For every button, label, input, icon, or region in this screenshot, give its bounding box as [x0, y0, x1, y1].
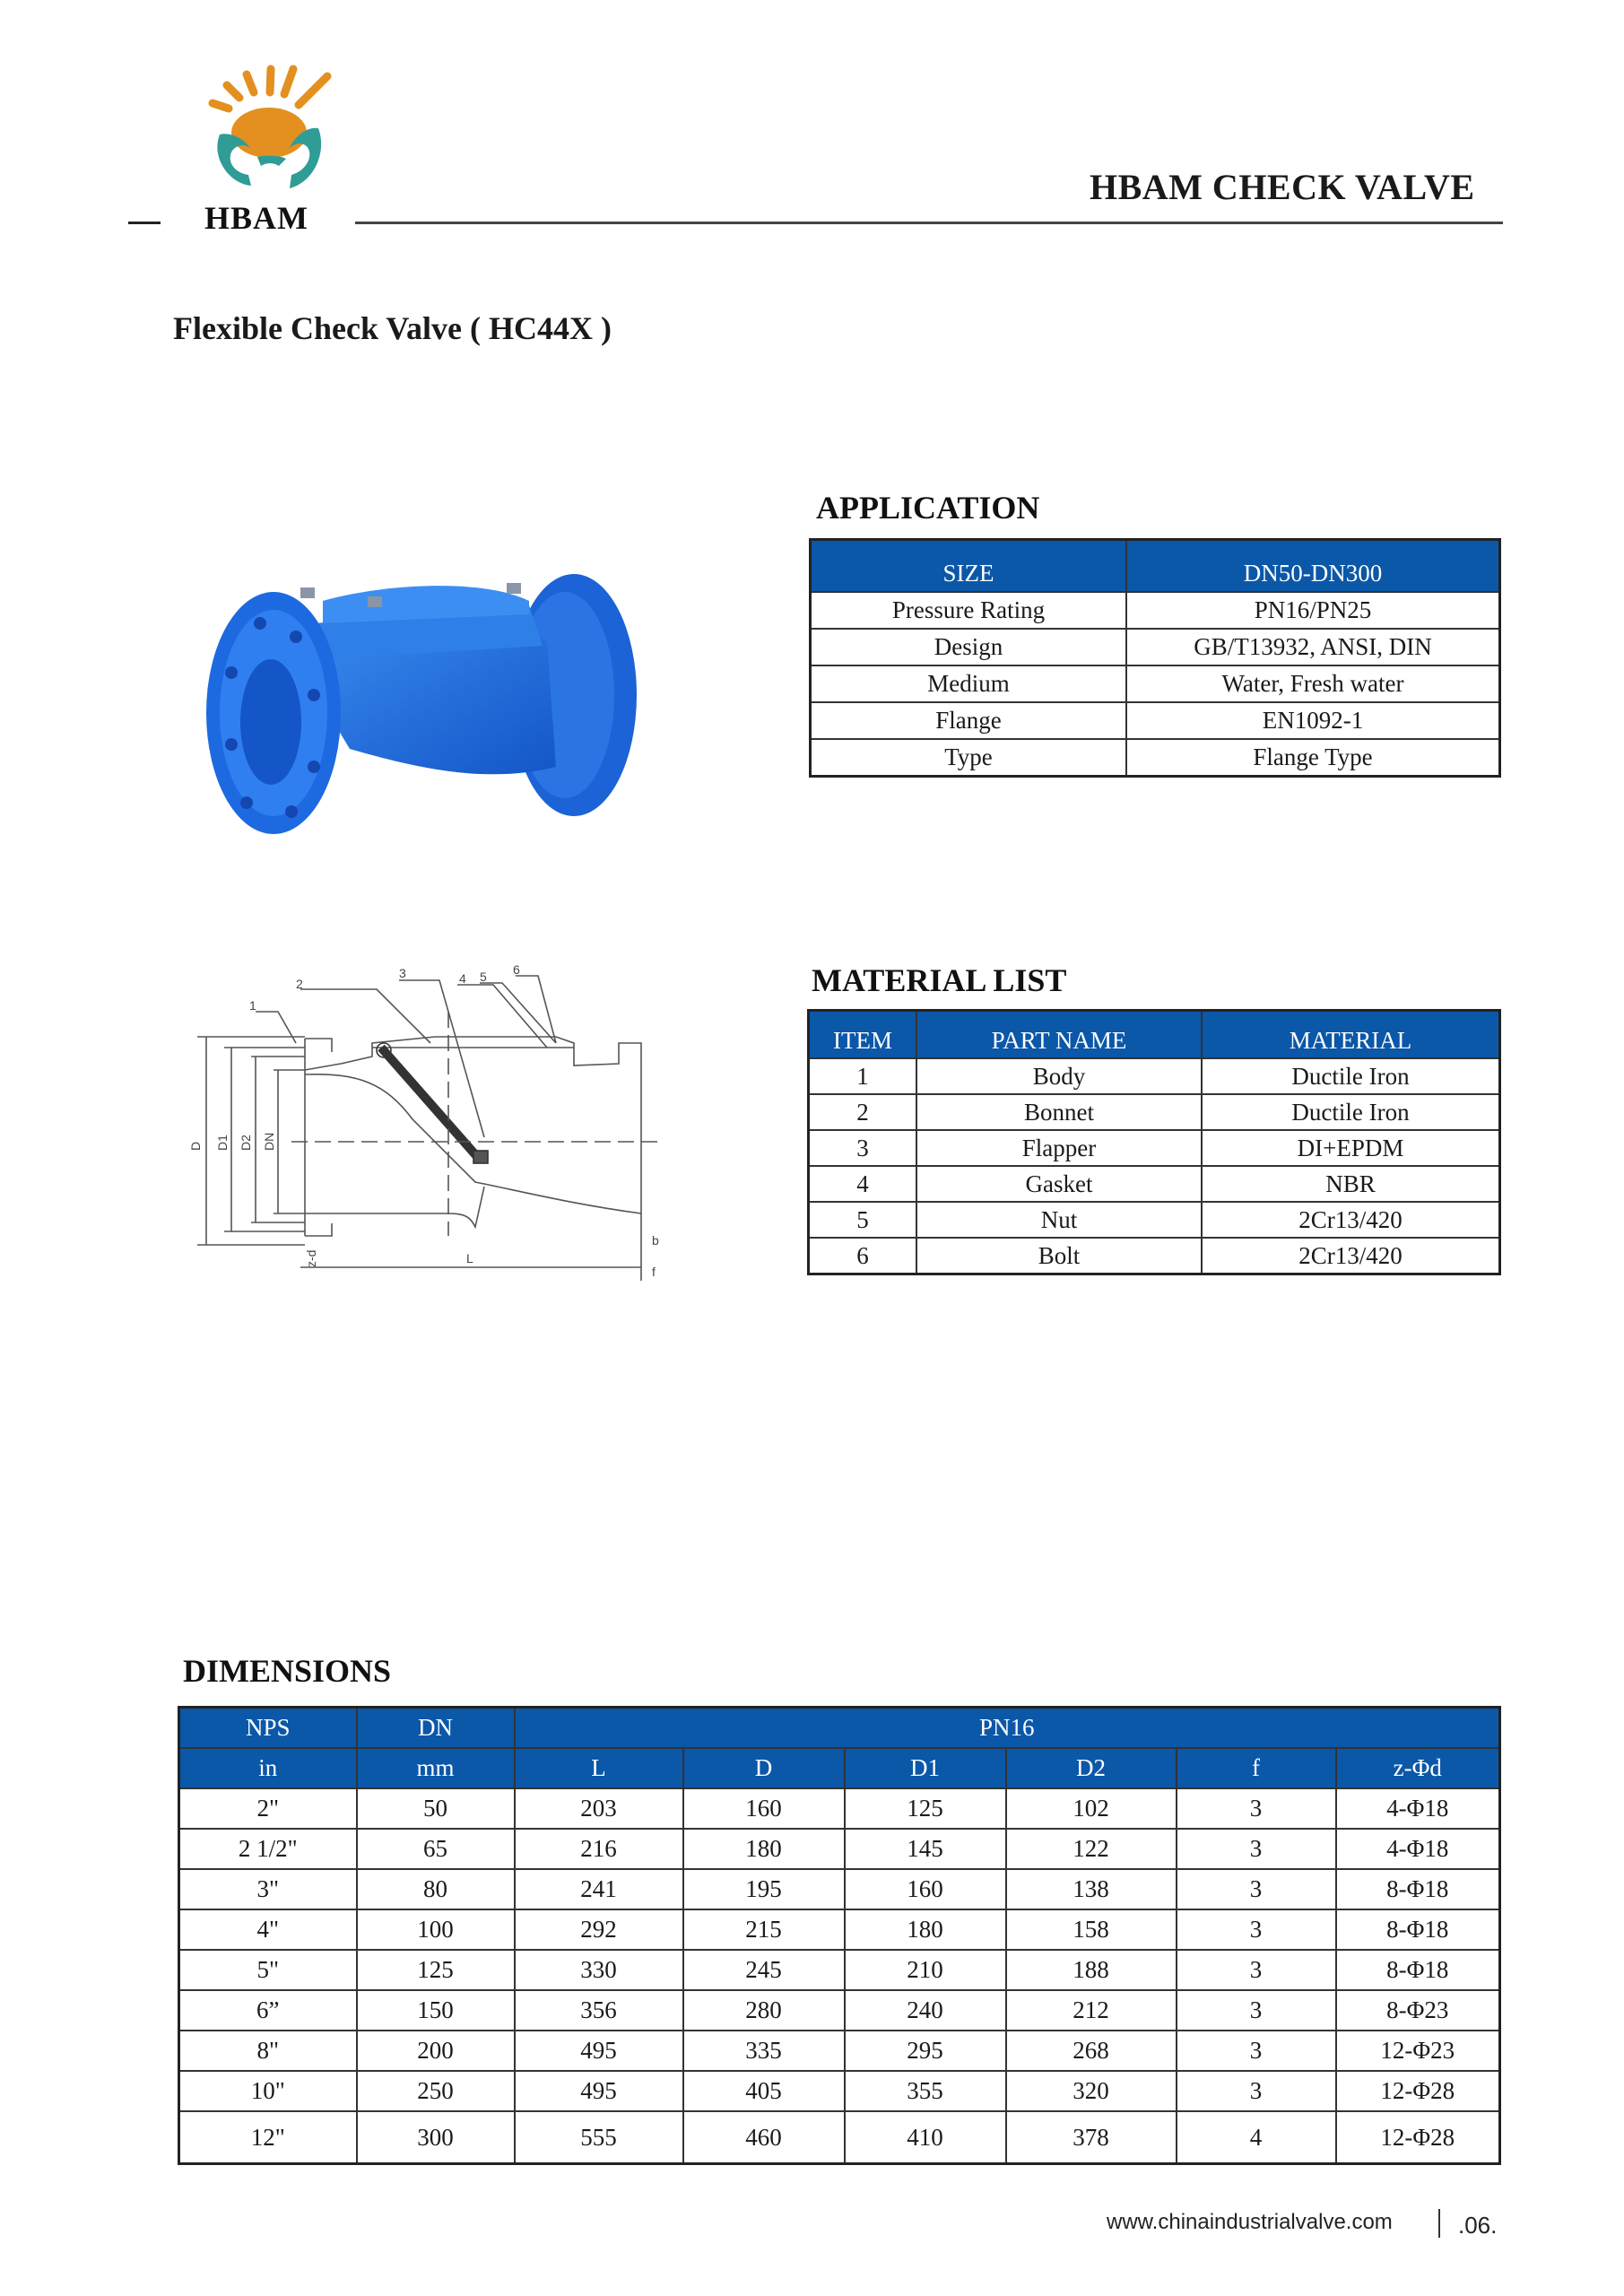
- dimensions-cell: 180: [683, 1829, 845, 1869]
- header-rule: [355, 222, 1503, 224]
- material-row: [809, 1094, 1500, 1130]
- dimensions-cell: 3: [1177, 2031, 1336, 2071]
- dimensions-row: [179, 1990, 1500, 2031]
- svg-text:D2: D2: [239, 1135, 253, 1151]
- dimensions-cell: 180: [845, 1909, 1006, 1950]
- application-table: [809, 538, 1501, 778]
- application-row: [811, 629, 1500, 665]
- dimensions-header-cell: f: [1177, 1748, 1336, 1788]
- svg-text:DN: DN: [262, 1132, 276, 1151]
- material-cell: Ductile Iron: [1202, 1094, 1500, 1130]
- application-cell: EN1092-1: [1126, 702, 1500, 739]
- dimensions-cell: 8": [179, 2031, 357, 2071]
- dimensions-table: [178, 1706, 1501, 2165]
- material-row: [809, 1202, 1500, 1238]
- dimensions-group-header-cell: PN16: [515, 1708, 1500, 1749]
- dimensions-cell: 320: [1006, 2071, 1177, 2111]
- dimensions-cell: 495: [515, 2071, 683, 2111]
- valve-section-drawing: [179, 958, 699, 1294]
- material-cell: 1: [809, 1058, 917, 1094]
- dimensions-row: [179, 1950, 1500, 1990]
- dimensions-cell: 125: [357, 1950, 515, 1990]
- dimensions-cell: 2": [179, 1788, 357, 1829]
- material-header-row: [809, 1011, 1500, 1059]
- material-header-cell: PART NAME: [916, 1011, 1202, 1059]
- dimensions-cell: 150: [357, 1990, 515, 2031]
- material-cell: 2Cr13/420: [1202, 1202, 1500, 1238]
- material-cell: Bonnet: [916, 1094, 1202, 1130]
- material-cell: Gasket: [916, 1166, 1202, 1202]
- dimensions-cell: 5": [179, 1950, 357, 1990]
- dimensions-header-cell: D1: [845, 1748, 1006, 1788]
- application-cell: Water, Fresh water: [1126, 665, 1500, 702]
- dimensions-group-header-cell: DN: [357, 1708, 515, 1749]
- dimensions-row: [179, 1869, 1500, 1909]
- dimensions-cell: 4-Φ18: [1336, 1788, 1500, 1829]
- application-cell: Flange Type: [1126, 739, 1500, 777]
- dimensions-cell: 12-Φ23: [1336, 2031, 1500, 2071]
- svg-text:D: D: [188, 1141, 203, 1151]
- material-cell: NBR: [1202, 1166, 1500, 1202]
- dimensions-cell: 215: [683, 1909, 845, 1950]
- dimensions-cell: 330: [515, 1950, 683, 1990]
- dimensions-cell: 65: [357, 1829, 515, 1869]
- dimensions-cell: 3: [1177, 2071, 1336, 2111]
- dimensions-header-row: [179, 1748, 1500, 1788]
- footer-separator: [1438, 2209, 1440, 2238]
- dimensions-cell: 356: [515, 1990, 683, 2031]
- application-header-cell: DN50-DN300: [1126, 540, 1500, 593]
- logo-text: HBAM: [204, 200, 308, 236]
- material-row: [809, 1058, 1500, 1094]
- dimensions-cell: 555: [515, 2111, 683, 2164]
- application-row: [811, 665, 1500, 702]
- valve-photo: [188, 534, 655, 843]
- application-row: [811, 702, 1500, 739]
- application-cell: Medium: [811, 665, 1127, 702]
- material-cell: DI+EPDM: [1202, 1130, 1500, 1166]
- dimensions-row: [179, 1788, 1500, 1829]
- dimensions-cell: 3": [179, 1869, 357, 1909]
- dimensions-cell: 240: [845, 1990, 1006, 2031]
- dimensions-cell: 2 1/2": [179, 1829, 357, 1869]
- dimensions-cell: 410: [845, 2111, 1006, 2164]
- material-cell: 3: [809, 1130, 917, 1166]
- application-header-cell: SIZE: [811, 540, 1127, 593]
- dimensions-group-header-row: [179, 1708, 1500, 1749]
- dimensions-cell: 188: [1006, 1950, 1177, 1990]
- material-cell: 5: [809, 1202, 917, 1238]
- dimensions-cell: 102: [1006, 1788, 1177, 1829]
- dimensions-cell: 460: [683, 2111, 845, 2164]
- dimensions-cell: 280: [683, 1990, 845, 2031]
- dimensions-header-cell: mm: [357, 1748, 515, 1788]
- svg-text:1: 1: [249, 998, 256, 1013]
- header-dash: [128, 222, 161, 224]
- dimensions-cell: 12-Φ28: [1336, 2111, 1500, 2164]
- material-cell: Body: [916, 1058, 1202, 1094]
- application-row: [811, 739, 1500, 777]
- svg-text:2: 2: [296, 977, 303, 991]
- dimensions-row: [179, 1829, 1500, 1869]
- dimensions-cell: 3: [1177, 1950, 1336, 1990]
- svg-text:4: 4: [459, 971, 466, 986]
- dimensions-row: [179, 1909, 1500, 1950]
- dimensions-cell: 160: [845, 1869, 1006, 1909]
- dimensions-row: [179, 2111, 1500, 2164]
- application-cell: Design: [811, 629, 1127, 665]
- material-cell: 2: [809, 1094, 917, 1130]
- dimensions-cell: 250: [357, 2071, 515, 2111]
- dimensions-cell: 80: [357, 1869, 515, 1909]
- application-cell: Flange: [811, 702, 1127, 739]
- material-row: [809, 1166, 1500, 1202]
- material-list-table: [807, 1009, 1501, 1275]
- document-title: HBAM CHECK VALVE: [1090, 167, 1475, 207]
- dimensions-cell: 50: [357, 1788, 515, 1829]
- dimensions-cell: 8-Φ18: [1336, 1950, 1500, 1990]
- page-number: .06.: [1458, 2212, 1498, 2239]
- dimensions-cell: 125: [845, 1788, 1006, 1829]
- dimensions-cell: 160: [683, 1788, 845, 1829]
- dimensions-cell: 6”: [179, 1990, 357, 2031]
- application-cell: PN16/PN25: [1126, 592, 1500, 629]
- dimensions-cell: 378: [1006, 2111, 1177, 2164]
- dimensions-cell: 4-Φ18: [1336, 1829, 1500, 1869]
- svg-text:6: 6: [513, 962, 520, 977]
- dimensions-cell: 200: [357, 2031, 515, 2071]
- dimensions-row: [179, 2071, 1500, 2111]
- sun-hands-logo-icon: [193, 49, 336, 197]
- dimensions-row: [179, 2031, 1500, 2071]
- dimensions-cell: 335: [683, 2031, 845, 2071]
- dimensions-cell: 8-Φ23: [1336, 1990, 1500, 2031]
- dimensions-cell: 3: [1177, 1990, 1336, 2031]
- material-header-cell: ITEM: [809, 1011, 917, 1059]
- dimensions-cell: 3: [1177, 1909, 1336, 1950]
- dimensions-cell: 3: [1177, 1788, 1336, 1829]
- dimensions-cell: 195: [683, 1869, 845, 1909]
- dimensions-cell: 3: [1177, 1829, 1336, 1869]
- svg-text:3: 3: [399, 966, 406, 980]
- application-cell: Type: [811, 739, 1127, 777]
- dimensions-cell: 12": [179, 2111, 357, 2164]
- dimensions-heading: DIMENSIONS: [183, 1653, 392, 1689]
- dimensions-header-cell: in: [179, 1748, 357, 1788]
- svg-text:b: b: [652, 1233, 659, 1248]
- dimensions-cell: 10": [179, 2071, 357, 2111]
- dimensions-header-cell: z-Φd: [1336, 1748, 1500, 1788]
- svg-text:f: f: [652, 1265, 656, 1279]
- dimensions-cell: 158: [1006, 1909, 1177, 1950]
- dimensions-cell: 495: [515, 2031, 683, 2071]
- dimensions-header-cell: D2: [1006, 1748, 1177, 1788]
- dimensions-header-cell: L: [515, 1748, 683, 1788]
- material-cell: 6: [809, 1238, 917, 1274]
- dimensions-cell: 12-Φ28: [1336, 2071, 1500, 2111]
- application-row: [811, 592, 1500, 629]
- dimensions-cell: 245: [683, 1950, 845, 1990]
- dimensions-cell: 138: [1006, 1869, 1177, 1909]
- dimensions-cell: 268: [1006, 2031, 1177, 2071]
- application-cell: GB/T13932, ANSI, DIN: [1126, 629, 1500, 665]
- dimensions-cell: 216: [515, 1829, 683, 1869]
- dimensions-cell: 210: [845, 1950, 1006, 1990]
- application-header-row: [811, 540, 1500, 593]
- material-row: [809, 1238, 1500, 1274]
- material-list-heading: MATERIAL LIST: [812, 962, 1067, 998]
- material-cell: Bolt: [916, 1238, 1202, 1274]
- dimensions-header-cell: D: [683, 1748, 845, 1788]
- svg-text:L: L: [466, 1251, 473, 1265]
- dimensions-cell: 8-Φ18: [1336, 1869, 1500, 1909]
- dimensions-cell: 292: [515, 1909, 683, 1950]
- dimensions-cell: 145: [845, 1829, 1006, 1869]
- product-title: Flexible Check Valve ( HC44X ): [173, 310, 612, 346]
- dimensions-cell: 203: [515, 1788, 683, 1829]
- material-cell: 4: [809, 1166, 917, 1202]
- application-cell: Pressure Rating: [811, 592, 1127, 629]
- dimensions-cell: 4": [179, 1909, 357, 1950]
- dimensions-cell: 355: [845, 2071, 1006, 2111]
- svg-text:D1: D1: [215, 1135, 230, 1151]
- svg-text:z-d: z-d: [304, 1249, 318, 1267]
- material-cell: Nut: [916, 1202, 1202, 1238]
- dimensions-cell: 100: [357, 1909, 515, 1950]
- dimensions-cell: 295: [845, 2031, 1006, 2071]
- application-heading: APPLICATION: [816, 490, 1040, 526]
- svg-text:5: 5: [480, 970, 487, 984]
- material-cell: 2Cr13/420: [1202, 1238, 1500, 1274]
- footer-website-link[interactable]: www.chinaindustrialvalve.com: [1107, 2210, 1393, 2234]
- dimensions-cell: 4: [1177, 2111, 1336, 2164]
- material-row: [809, 1130, 1500, 1166]
- material-header-cell: MATERIAL: [1202, 1011, 1500, 1059]
- dimensions-cell: 122: [1006, 1829, 1177, 1869]
- material-cell: Flapper: [916, 1130, 1202, 1166]
- dimensions-cell: 212: [1006, 1990, 1177, 2031]
- dimensions-cell: 3: [1177, 1869, 1336, 1909]
- dimensions-cell: 241: [515, 1869, 683, 1909]
- dimensions-group-header-cell: NPS: [179, 1708, 357, 1749]
- dimensions-cell: 300: [357, 2111, 515, 2164]
- dimensions-cell: 8-Φ18: [1336, 1909, 1500, 1950]
- dimensions-cell: 405: [683, 2071, 845, 2111]
- material-cell: Ductile Iron: [1202, 1058, 1500, 1094]
